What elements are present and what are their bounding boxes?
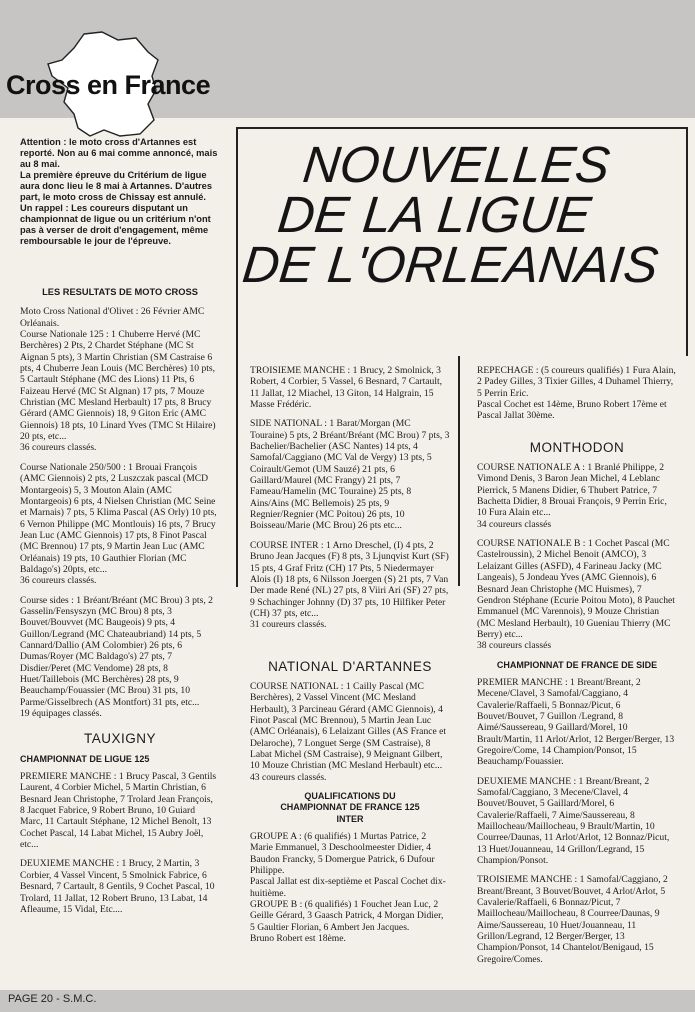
groupe-b-note: Bruno Robert est 18ème. [250, 933, 346, 945]
repechage-results: REPECHAGE : (5 coureurs qualifiés) 1 Fura Alain, 2 Padey Gilles, 3 Tixier Gilles, 4 Duhamel Thierry, 5 Perrin Eric. [477, 365, 676, 399]
notice-paragraph: La première épreuve du Critérium de ligue aura donc lieu le 8 mai à Artannes. D'autres part, le moto cross de Chissay est annulé. [20, 170, 213, 202]
qualifications-heading: QUALIFICATIONS DU CHAMPIONNAT DE FRANCE 125 INTER [280, 791, 420, 824]
side-championship-heading: CHAMPIONNAT DE FRANCE DE SIDE [496, 659, 658, 670]
artannes-heading: NATIONAL D'ARTANNES [268, 658, 432, 674]
tauxigny-subheading: CHAMPIONNAT DE LIGUE 125 [20, 753, 150, 764]
repechage-note: Pascal Cochet est 14ème, Bruno Robert 17ème et Pascal Jallat 30ème. [477, 399, 667, 422]
course-125-count: 36 coureurs classés. [20, 442, 97, 454]
tauxigny-manche-1: PREMIERE MANCHE : 1 Brucy Pascal, 3 Gentils Laurent, 4 Corbier Michel, 5 Martin Christian, 6 Besnard Jean Christophe, 7 Trolard Jean François, 8 Jacquet Fabrice, 9 Robert Bruno, 10 Guiard Marc, 11 Cartault Stéphane, 12 Michel Benolt, 13 Cochet Pascal, 14 Labat Michel, 15 Aubry Joël, etc... [20, 771, 217, 851]
artannes-course-national: COURSE NATIONAL : 1 Cailly Pascal (MC Berchères), 2 Vassel Vincent (MC Mesland Herbault), 3 Parcineau Gérard (AMC Giennois), 4 Finot Pascal (MC Brennou), 5 Martin Jean Luc (AMC Orléanais), 6 Lelaizant Gilles (AS France et Delaroche), 7 Longuet Serge (SM Castraise), 8 Labat Michel (SM Castraise), 9 Meignant Gilbert, 10 Mouze Christian (MC Mesland Herbault) etc... [250, 680, 447, 772]
tauxigny-course-inter: COURSE INTER : 1 Arno Dreschel, (I) 4 pts, 2 Bruno Jean Jacques (F) 8 pts, 3 Ljunqvist Kurt (SF) 15 pts, 4 Graf Fritz (CH) 17 Pts, 5 Niedermayer Alois (I) 18 pts, 6 Nilsson Joergen (S) 21 pts, 7 Van Der made René (NL) 27 pts, 8 Viiri Ari (SF) 27 pts, 9 Schachinger Johnny (D) 37 pts, 10 Hilfiker Peter (CH) 37 pts, etc... [250, 539, 449, 619]
notice-paragraph: Attention : le moto cross d'Artannes est reporté. Non au 6 mai comme annoncé, mais au 8 mai. [20, 137, 218, 169]
article-title [239, 136, 695, 293]
course-125-results: Course Nationale 125 : 1 Chuberre Hervé (MC Berchères) 2 Pts, 2 Chardet Stéphane (MC St Aignan 5 pts), 3 Martin Christian (SM Castraise 6 pts, 4 Chuberre Jean Louis (MC Berchères) 10 pts, 5 Cartault Stéphane (MC des Lions) 11 Pts, 6 Faizeau Hervé (MC St Algnan) 17 pts, 7 Mouze Christian (MC Mesland Herbault) 17 pts, 8 Brucy Gérard (AMC Giennois) 18, 9 Giton Eric (AMC Giennois) 18 pts, 10 Linard Yves (TMC St Hilaire) 20 pts, etc... [20, 329, 216, 443]
section-header-title: Cross en France [6, 70, 211, 100]
tauxigny-manche-3: TROISIEME MANCHE : 1 Brucy, 2 Smolnick, 3 Robert, 4 Corbier, 5 Vassel, 6 Besnard, 7 Cartault, 11 Jallat, 12 Miachel, 13 Giton, 14 Halgrain, 15 Masse Frédéric. [250, 365, 443, 411]
course-250-results: Course Nationale 250/500 : 1 Brouai François (AMC Giennois) 2 pts, 2 Luszczak pascal (MCD Montargeois) 5, 3 Mouton Alain (AMC Montargeois) 6 pts, 4 Nielsen Christian (MC Seine et Marnais) 7 pts, 5 Klima Pascal (AS Orly) 10 pts, 6 Vernon Philippe (MC Montlouis) 16 pts, 7 Brucy Jean Luc (AMC Giennois) 17 pts, 8 Finot Pascal (MC Brennou) 17 pts, 9 Martin Jean Luc (AMC Orléanais) 19 pts, 10 Gauthier Florian (MC Baldago's) 20pts, etc... [20, 461, 217, 575]
article-title-line-1: NOUVELLES [300, 136, 613, 193]
column-divider-rule [458, 356, 460, 586]
side-manche-3: TROISIEME MANCHE : 1 Samofal/Caggiano, 2 Breant/Breant, 3 Bouvet/Bouvet, 4 Arlot/Arlot, 5 Cavalerie/Raffaeli, 6 Bonnaz/Picut, 7 Maillocheau/Maillocheau, 8 Courree/Daunas, 9 Aime/Saussereau, 10 Huet/Jouanneau, 11 Grillon/Legrand, 12 Berger/Berger, 13 Champion/Ponsot, 14 Chantelot/Benigaud, 15 Gregoire/Comes. [477, 874, 668, 965]
results-heading: LES RESULTATS DE MOTO CROSS [42, 287, 198, 297]
notice-box [20, 137, 220, 247]
monthodon-heading: MONTHODON [529, 439, 625, 455]
olivet-intro: Moto Cross National d'Olivet : 26 Février AMC Orléanais. [20, 306, 205, 329]
course-250-count: 36 coureurs classés. [20, 575, 97, 587]
monthodon-course-a-count: 34 coureurs classés [477, 518, 552, 530]
course-side-results: Course sides : 1 Bréant/Bréant (MC Brou) 3 pts, 2 Gasselin/Fensyszyn (MC Brou) 8 pts, 3 Bouvet/Bouvvet (MC Baugeois) 9 pts, 4 Guillon/Legrand (MC Chateaubriand) 14 pts, 5 Cannard/Dallio (AM Colombier) 26 pts, 6 Dumas/Royer (MC Baldago's) 27 pts, 7 Disdier/Peret (MC Vendome) 28 pts, 8 Huet/Taillebois (MC Berchères) 28 pts, 9 Beauchamp/Fouassier (MC Brou) 31 pts, 10 Parme/Gisselbrech (AS Montfort) 31 pts, etc... [20, 594, 213, 708]
side-manche-2: DEUXIEME MANCHE : 1 Breant/Breant, 2 Samofal/Caggiano, 3 Mecene/Clavel, 4 Bouvet/Bouvet, 5 Gaillard/Morel, 6 Cavalerie/Raffaeli, 7 Aime/Saussereau, 8 Maillocheau/Maillocheau, 9 Brault/Martin, 10 Courree/Daunas, 11 Arlot/Arlot, 12 Bonnaz/Picut, 13 Huet/Jouanneau, 14 Grillon/Legrand, 15 Champion/Ponsot. [477, 775, 670, 867]
page-footer: PAGE 20 - S.M.C. [8, 993, 97, 1005]
column-left [20, 137, 220, 923]
notice-paragraph: Un rappel : Les coureurs disputant un championnat de ligue ou un critérium n'ont pas à verser de droit d'engagement, même remboursable le jour de l'épreuve. [20, 203, 211, 246]
article-title-line-2: DE LA LIGUE [275, 186, 594, 243]
frame-top-rule [236, 127, 688, 129]
tauxigny-side-national: SIDE NATIONAL : 1 Barat/Morgan (MC Touraine) 5 pts, 2 Bréant/Bréant (MC Brou) 7 pts, 3 Bachelier/Bachelier (ASC Nantes) 14 pts, 4 Samofal/Caggiano (MC Val de Vergy) 13 pts, 5 Coirault/Gemot (UM Sauzé) 21 pts, 6 Gaillard/Maurel (MC Frangy) 21 pts, 7 Fameau/Hamelin (MC Touraine) 25 pts, 8 Ains/Ains (MC Bellemois) 25 pts, 9 Regnier/Regnier (MC Poitou) 26 pts, 10 Boisseau/Marie (MC Brou) 26 pts etc... [250, 418, 450, 532]
column-right [477, 365, 677, 973]
tauxigny-inter-count: 31 coureurs classés. [250, 619, 327, 631]
course-side-count: 19 équipages classés. [20, 708, 102, 720]
frame-left-rule [236, 127, 238, 587]
column-middle [250, 365, 450, 952]
artannes-count: 43 coureurs classés. [250, 771, 327, 783]
monthodon-course-b-count: 38 coureurs classés [477, 640, 552, 652]
footer-band [0, 990, 695, 1012]
groupe-b-results: GROUPE B : (6 qualifiés) 1 Fouchet Jean Luc, 2 Geille Gérard, 3 Gaasch Patrick, 4 Morgan Didier, 5 Gaultier Florian, 6 Ambert Jen Jacques. [250, 899, 444, 933]
side-manche-1: PREMIER MANCHE : 1 Breant/Breant, 2 Mecene/Clavel, 3 Samofal/Caggiano, 4 Cavalerie/Raffaeli, 5 Bonnaz/Picut, 6 Bouvet/Bouvet, 7 Guillon /Legrand, 8 Aimé/Saussereau, 9 Gaillard/Morel, 10 Brault/Martin, 11 Arlot/Arlot, 12 Berger/Berger, 13 Gregoire/Come, 14 Champion/Ponsot, 15 Beauchamp/Fouassier. [477, 676, 675, 768]
monthodon-course-b: COURSE NATIONALE B : 1 Cochet Pascal (MC Castelroussin), 2 Michel Benoit (AMCO), 3 Lelaizant Gilles (ASFD), 4 Farineau Jacky (MC Langeais), 5 Jondeau Yves (AMC Giennois), 6 Besnard Jean Christophe (MC Huismes), 7 Gendron Stéphane (Ecurie Poitou Moto), 8 Pauchet Emmanuel (MC Varennois), 9 Mouze Christian (MC Mesland Herbault), 10 Gueniau Thierry (MC Berry) etc... [477, 538, 675, 640]
monthodon-course-a: COURSE NATIONALE A : 1 Branlé Philippe, 2 Vimond Denis, 3 Baron Jean Michel, 4 Leblanc Pierrick, 5 Manens Didier, 6 Thubert Patrice, 7 Bachetta Didier, 8 Brouai François, 9 Perrin Eric, 10 Fura Alain etc... [477, 462, 667, 519]
article-title-line-3: DE L'ORLEANAIS [239, 236, 661, 293]
tauxigny-manche-2: DEUXIEME MANCHE : 1 Brucy, 2 Martin, 3 Corbier, 4 Vassel Vincent, 5 Smolnick Fabrice, 6 Besnard, 7 Cartault, 8 Gentils, 9 Cochet Pascal, 10 Trolard, 11 Jallat, 12 Robert Bruno, 13 Labat, 14 Afleaume, 15 Vidal, Etc.... [20, 858, 215, 915]
groupe-a-results: GROUPE A : (6 qualifiés) 1 Murtas Patrice, 2 Marie Emmanuel, 3 Deschoolmeester Didier, 4 Baudon Francky, 5 Domergue Patrick, 6 Dufour Philippe. [250, 831, 435, 877]
groupe-a-note: Pascal Jallat est dix-septième et Pascal Cochet dix-huitième. [250, 876, 446, 899]
tauxigny-heading: TAUXIGNY [83, 731, 156, 747]
